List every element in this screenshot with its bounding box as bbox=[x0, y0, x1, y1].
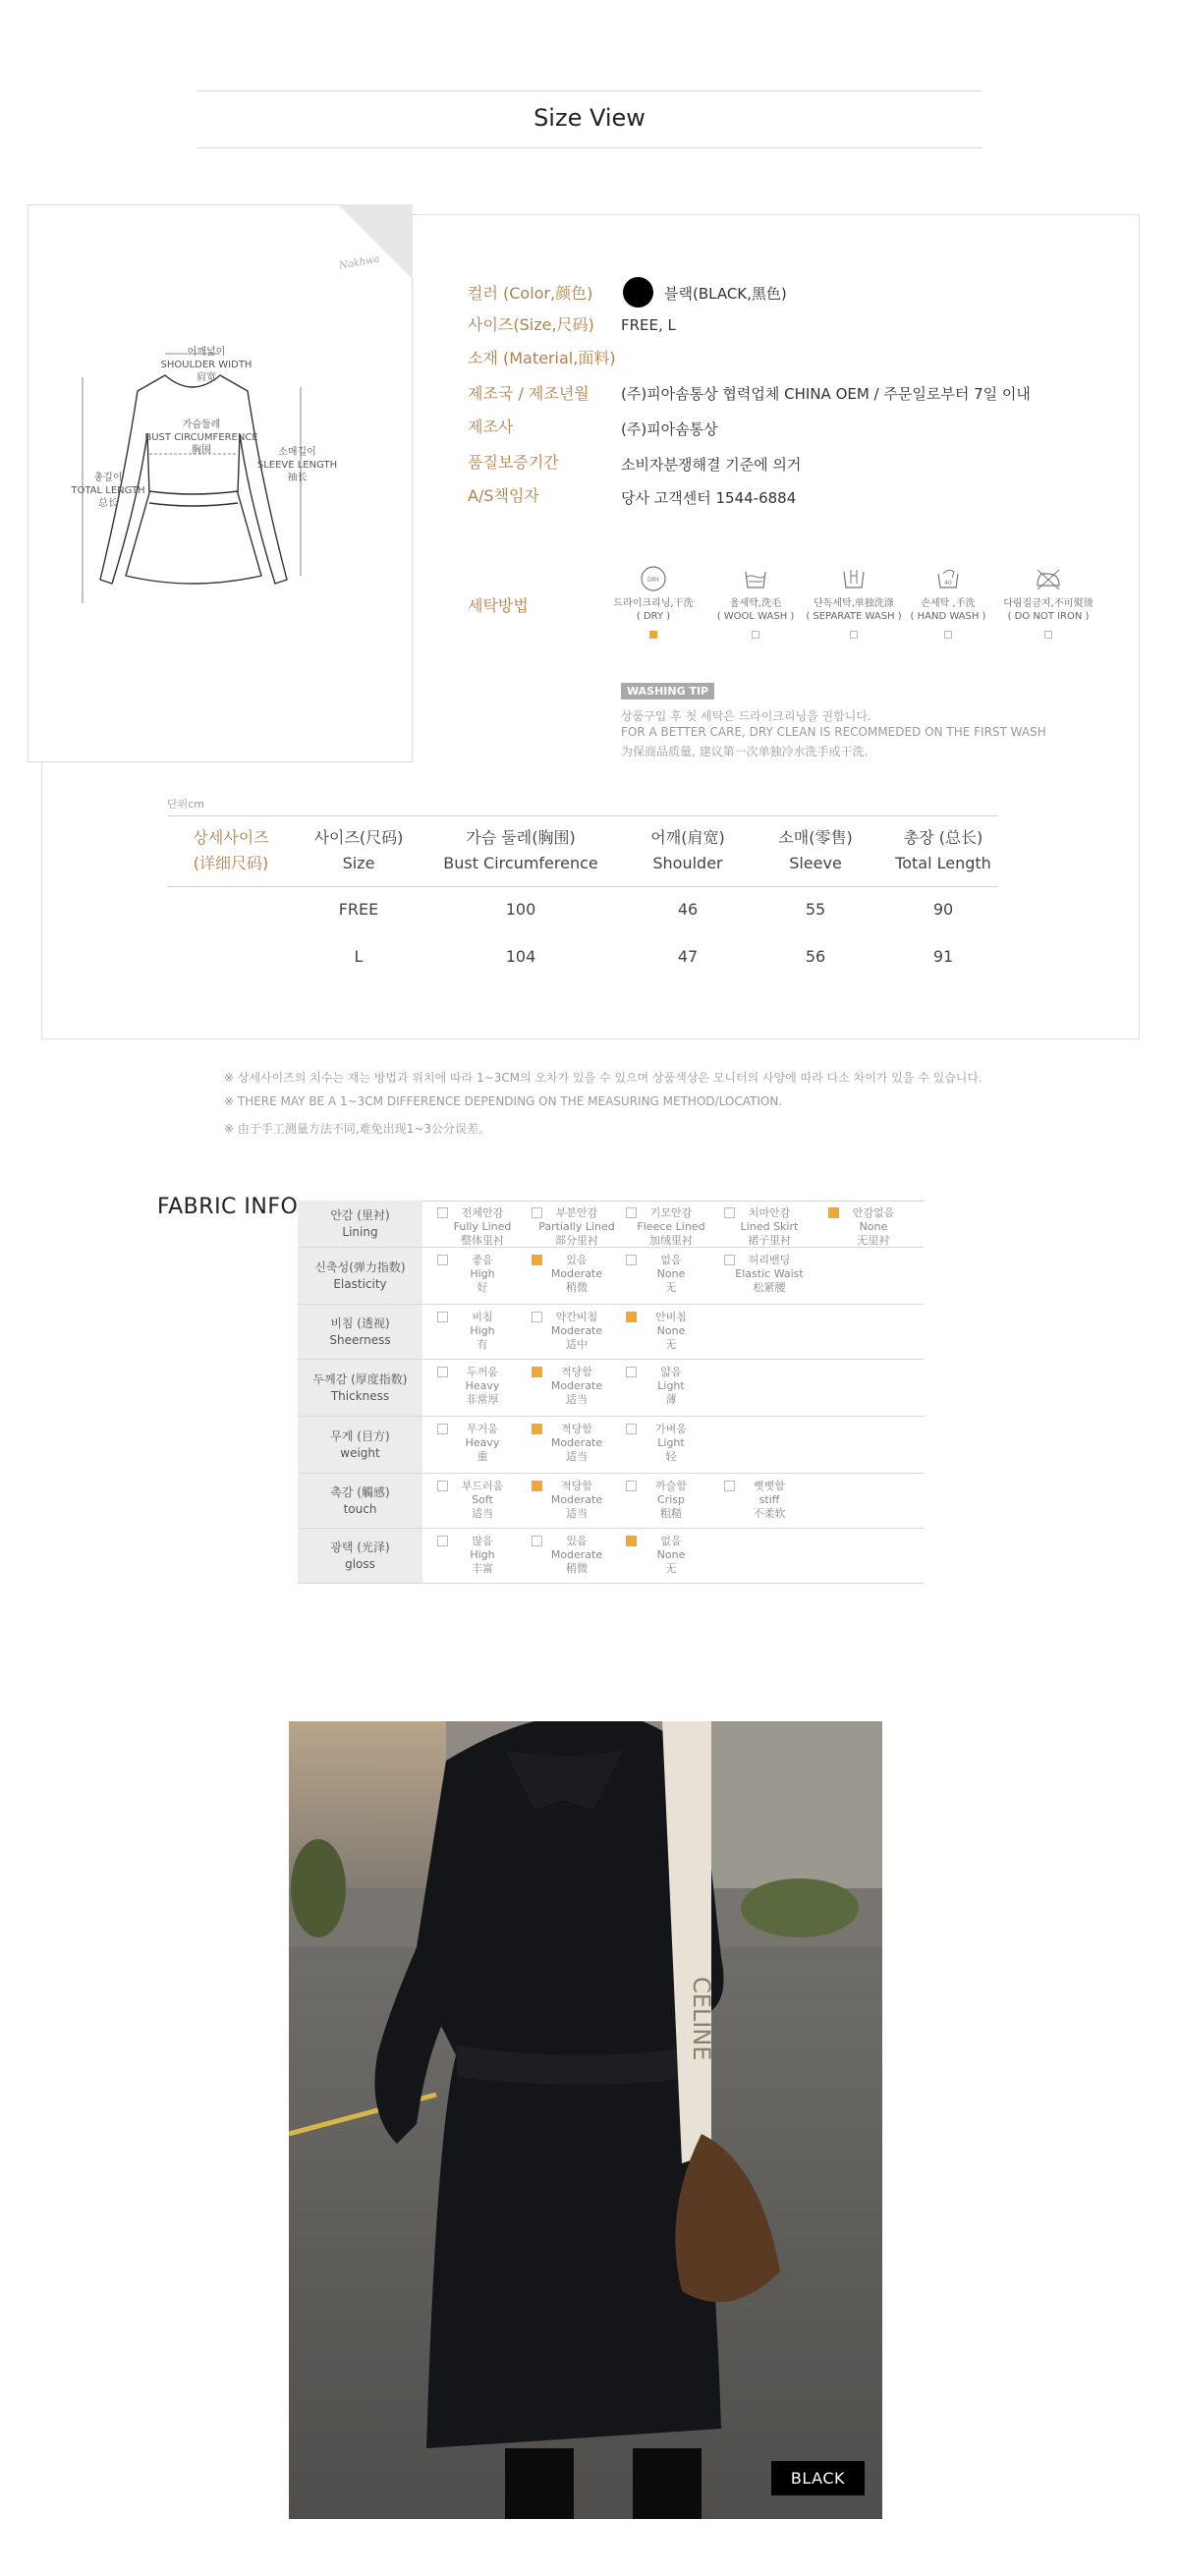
unchecked-box-icon bbox=[532, 1536, 542, 1546]
fabric-option: 뻣뻣함 stiff 不柔软 bbox=[722, 1474, 816, 1521]
washing-tip-ko: 상품구입 후 첫 세탁은 드라이크리닝을 권합니다. bbox=[621, 709, 871, 723]
fabric-option: 얇음 Light 薄 bbox=[624, 1360, 718, 1407]
fabric-row-header: 비침 (透视) Sheerness bbox=[298, 1305, 422, 1359]
fabric-option: 있음 Moderate 稍微 bbox=[530, 1248, 624, 1295]
col-header-bust: 가슴 둘레(胸围) Bust Circumference bbox=[443, 828, 598, 872]
color-swatch bbox=[623, 277, 653, 308]
spec-label-color: 컬러 (Color,颜色) bbox=[468, 284, 593, 303]
fabric-option: 전체안감 Fully Lined 整体里衬 bbox=[435, 1201, 530, 1248]
fabric-row-header: 두께감 (厚度指数) Thickness bbox=[298, 1360, 422, 1416]
table-cell: 56 bbox=[805, 947, 826, 966]
fabric-option: 많음 High 丰富 bbox=[435, 1529, 530, 1576]
wool-wash-icon bbox=[741, 564, 770, 593]
fabric-option: 적당함 Moderate 适当 bbox=[530, 1417, 624, 1464]
spec-value-origin: (주)피아솜통상 협력업체 CHINA OEM / 주문일로부터 7일 이내 bbox=[621, 385, 1031, 403]
wash-item-wool: 울세탁,洗毛 ( WOOL WASH ) bbox=[702, 564, 810, 639]
fabric-option: 부드러움 Soft 适当 bbox=[435, 1474, 530, 1521]
fabric-row-header: 무게 (目方) weight bbox=[298, 1417, 422, 1473]
brand-signature: Nakhwa bbox=[338, 253, 381, 272]
fabric-option: 약간비침 Moderate 适中 bbox=[530, 1305, 624, 1352]
strap-text: CELINE bbox=[688, 1977, 715, 2061]
washing-method-label: 세탁방법 bbox=[468, 596, 529, 615]
wash-check-separate bbox=[850, 631, 858, 639]
fabric-row bbox=[298, 1248, 924, 1305]
fabric-option: 두꺼움 Heavy 非常厚 bbox=[435, 1360, 530, 1407]
spec-label-manufacturer: 제조사 bbox=[468, 418, 514, 436]
fabric-row-header: 신축성(弹力指数) Elasticity bbox=[298, 1248, 422, 1304]
spec-label-as: A/S책임자 bbox=[468, 486, 539, 505]
unchecked-box-icon bbox=[437, 1424, 448, 1434]
fabric-option: 허리밴딩 Elastic Waist 松紧腰 bbox=[722, 1248, 816, 1295]
fabric-option: 좋음 High 好 bbox=[435, 1248, 530, 1295]
wash-item-no-iron: 다림질금지,不可熨烫 ( DO NOT IRON ) bbox=[994, 564, 1102, 639]
unchecked-box-icon bbox=[437, 1481, 448, 1491]
hand-wash-icon bbox=[933, 564, 963, 593]
fabric-row bbox=[298, 1417, 924, 1474]
fabric-row-header: 안감 (里衬) Lining bbox=[298, 1201, 422, 1247]
table-cell: 100 bbox=[505, 900, 536, 919]
shoulder-width-label: 어깨넓이 SHOULDER WIDTH 肩宽 bbox=[160, 347, 253, 383]
washing-tip-badge: WASHING TIP bbox=[621, 683, 714, 700]
detail-size-header: 상세사이즈 (详细尺码) bbox=[193, 828, 269, 872]
col-header-shoulder: 어깨(肩宽) Shoulder bbox=[650, 828, 725, 872]
unchecked-box-icon bbox=[532, 1207, 542, 1218]
unchecked-box-icon bbox=[437, 1312, 448, 1322]
fabric-option: 가벼움 Light 轻 bbox=[624, 1417, 718, 1464]
fabric-option: 무거움 Heavy 重 bbox=[435, 1417, 530, 1464]
table-cell: 90 bbox=[932, 900, 954, 919]
checked-box-icon bbox=[626, 1312, 637, 1322]
fabric-option: 적당함 Moderate 适当 bbox=[530, 1360, 624, 1407]
wash-item-dry: DRY 드라이크리닝,干洗 ( DRY ) bbox=[599, 564, 707, 639]
unit-label: 단위cm bbox=[167, 798, 205, 811]
unchecked-box-icon bbox=[724, 1207, 735, 1218]
spec-label-material: 소재 (Material,面料) bbox=[468, 349, 616, 367]
spec-label-size: 사이즈(Size,尺码) bbox=[468, 315, 594, 334]
spec-value-manufacturer: (주)피아솜통상 bbox=[621, 420, 718, 438]
wash-check-wool bbox=[752, 631, 759, 639]
checked-box-icon bbox=[828, 1207, 839, 1218]
checked-box-icon bbox=[532, 1424, 542, 1434]
svg-text:DRY: DRY bbox=[646, 577, 660, 584]
wash-item-hand: 40 손세탁 ,手洗 ( HAND WASH ) bbox=[894, 564, 1002, 639]
product-photo bbox=[289, 1721, 882, 2519]
fabric-row bbox=[298, 1529, 924, 1584]
fabric-row-header: 광택 (光泽) gloss bbox=[298, 1529, 422, 1583]
size-view-title: Size View bbox=[533, 104, 646, 132]
note-ko: ※ 상세사이즈의 치수는 재는 방법과 위치에 따라 1~3CM의 오차가 있을 수 있으며 상품색상은 모니터의 사양에 따라 다소 차이가 있을 수 있습니다. bbox=[224, 1071, 982, 1085]
bust-circumference-label: 가슴둘레 BUST CIRCUMFERENCE 胸围 bbox=[144, 420, 258, 456]
table-cell: FREE bbox=[338, 900, 379, 919]
total-length-label: 총길이 TOTAL LENGTH 总长 bbox=[71, 473, 145, 509]
fabric-option: 없음 None 无 bbox=[624, 1248, 718, 1295]
spec-label-warranty: 품질보증기간 bbox=[468, 453, 559, 472]
table-header-rule bbox=[167, 886, 998, 887]
table-cell: 91 bbox=[932, 947, 954, 966]
unchecked-box-icon bbox=[437, 1207, 448, 1218]
spec-label-origin: 제조국 / 제조년월 bbox=[468, 384, 590, 403]
spec-value-color: 블랙(BLACK,黑色) bbox=[664, 285, 787, 303]
fabric-option: 적당함 Moderate 适当 bbox=[530, 1474, 624, 1521]
size-view-top-rule bbox=[196, 90, 982, 91]
fabric-option: 비침 High 有 bbox=[435, 1305, 530, 1352]
spec-value-size: FREE, L bbox=[621, 316, 676, 334]
wash-check-dry bbox=[649, 631, 657, 639]
fabric-option: 있음 Moderate 稍微 bbox=[530, 1529, 624, 1576]
fabric-option: 없음 None 无 bbox=[624, 1529, 718, 1576]
no-iron-icon bbox=[1034, 564, 1063, 593]
table-cell: L bbox=[354, 947, 364, 966]
checked-box-icon bbox=[626, 1536, 637, 1546]
model-photo-illustration bbox=[289, 1721, 882, 2519]
fabric-row bbox=[298, 1360, 924, 1417]
fabric-option: 까슬함 Crisp 粗糙 bbox=[624, 1474, 718, 1521]
washing-tip-zh: 为保商品质量, 建议第一次单独冷水洗手或干洗. bbox=[621, 745, 869, 758]
checked-box-icon bbox=[532, 1481, 542, 1491]
unchecked-box-icon bbox=[437, 1255, 448, 1265]
col-header-total: 총장 (总长) Total Length bbox=[895, 828, 991, 872]
spec-value-as: 당사 고객센터 1544-6884 bbox=[621, 489, 797, 507]
fabric-option: 안비침 None 无 bbox=[624, 1305, 718, 1352]
unchecked-box-icon bbox=[626, 1481, 637, 1491]
note-en: ※ THERE MAY BE A 1~3CM DIFFERENCE DEPENDING ON THE MEASURING METHOD/LOCATION. bbox=[224, 1094, 783, 1108]
color-label-badge: BLACK bbox=[771, 2461, 865, 2495]
fabric-info-title: FABRIC INFO bbox=[157, 1195, 299, 1219]
size-view-bottom-rule bbox=[196, 147, 982, 148]
col-header-size: 사이즈(尺码) Size bbox=[313, 828, 404, 872]
unchecked-box-icon bbox=[532, 1312, 542, 1322]
unchecked-box-icon bbox=[724, 1255, 735, 1265]
unchecked-box-icon bbox=[437, 1367, 448, 1377]
col-header-sleeve: 소매(零售) Sleeve bbox=[778, 828, 853, 872]
checked-box-icon bbox=[532, 1255, 542, 1265]
table-cell: 46 bbox=[677, 900, 699, 919]
unchecked-box-icon bbox=[626, 1367, 637, 1377]
unchecked-box-icon bbox=[437, 1536, 448, 1546]
fabric-row bbox=[298, 1474, 924, 1529]
wash-check-hand bbox=[944, 631, 952, 639]
note-zh: ※ 由于手工测量方法不同,难免出现1~3公分误差。 bbox=[224, 1122, 491, 1136]
unchecked-box-icon bbox=[626, 1255, 637, 1265]
wash-item-separate: 단독세탁,单独洗涤 ( SEPARATE WASH ) bbox=[800, 564, 908, 639]
table-cell: 104 bbox=[505, 947, 536, 966]
fabric-option: 치마안감 Lined Skirt 裙子里衬 bbox=[722, 1201, 816, 1248]
table-top-rule bbox=[167, 815, 998, 816]
fabric-row-header: 촉감 (觸感) touch bbox=[298, 1474, 422, 1528]
table-cell: 55 bbox=[805, 900, 826, 919]
separate-wash-icon bbox=[839, 564, 869, 593]
fabric-row bbox=[298, 1305, 924, 1360]
fabric-option: 기모안감 Fleece Lined 加绒里衬 bbox=[624, 1201, 718, 1248]
sleeve-length-label: 소매길이 SLEEVE LENGTH 袖长 bbox=[256, 447, 338, 483]
washing-tip-en: FOR A BETTER CARE, DRY CLEAN IS RECOMMEDED ON THE FIRST WASH bbox=[621, 725, 1046, 739]
fabric-option: 부분안감 Partially Lined 部分里衬 bbox=[530, 1201, 624, 1248]
unchecked-box-icon bbox=[626, 1424, 637, 1434]
dry-clean-icon bbox=[639, 564, 668, 593]
checked-box-icon bbox=[532, 1367, 542, 1377]
svg-text:40: 40 bbox=[944, 580, 952, 587]
spec-value-warranty: 소비자분쟁해결 기준에 의거 bbox=[621, 456, 802, 474]
unchecked-box-icon bbox=[724, 1481, 735, 1491]
fabric-row bbox=[298, 1201, 924, 1248]
table-cell: 47 bbox=[677, 947, 699, 966]
fabric-option: 안감없음 None 无里衬 bbox=[826, 1201, 921, 1248]
unchecked-box-icon bbox=[626, 1207, 637, 1218]
wash-check-no-iron bbox=[1044, 631, 1052, 639]
